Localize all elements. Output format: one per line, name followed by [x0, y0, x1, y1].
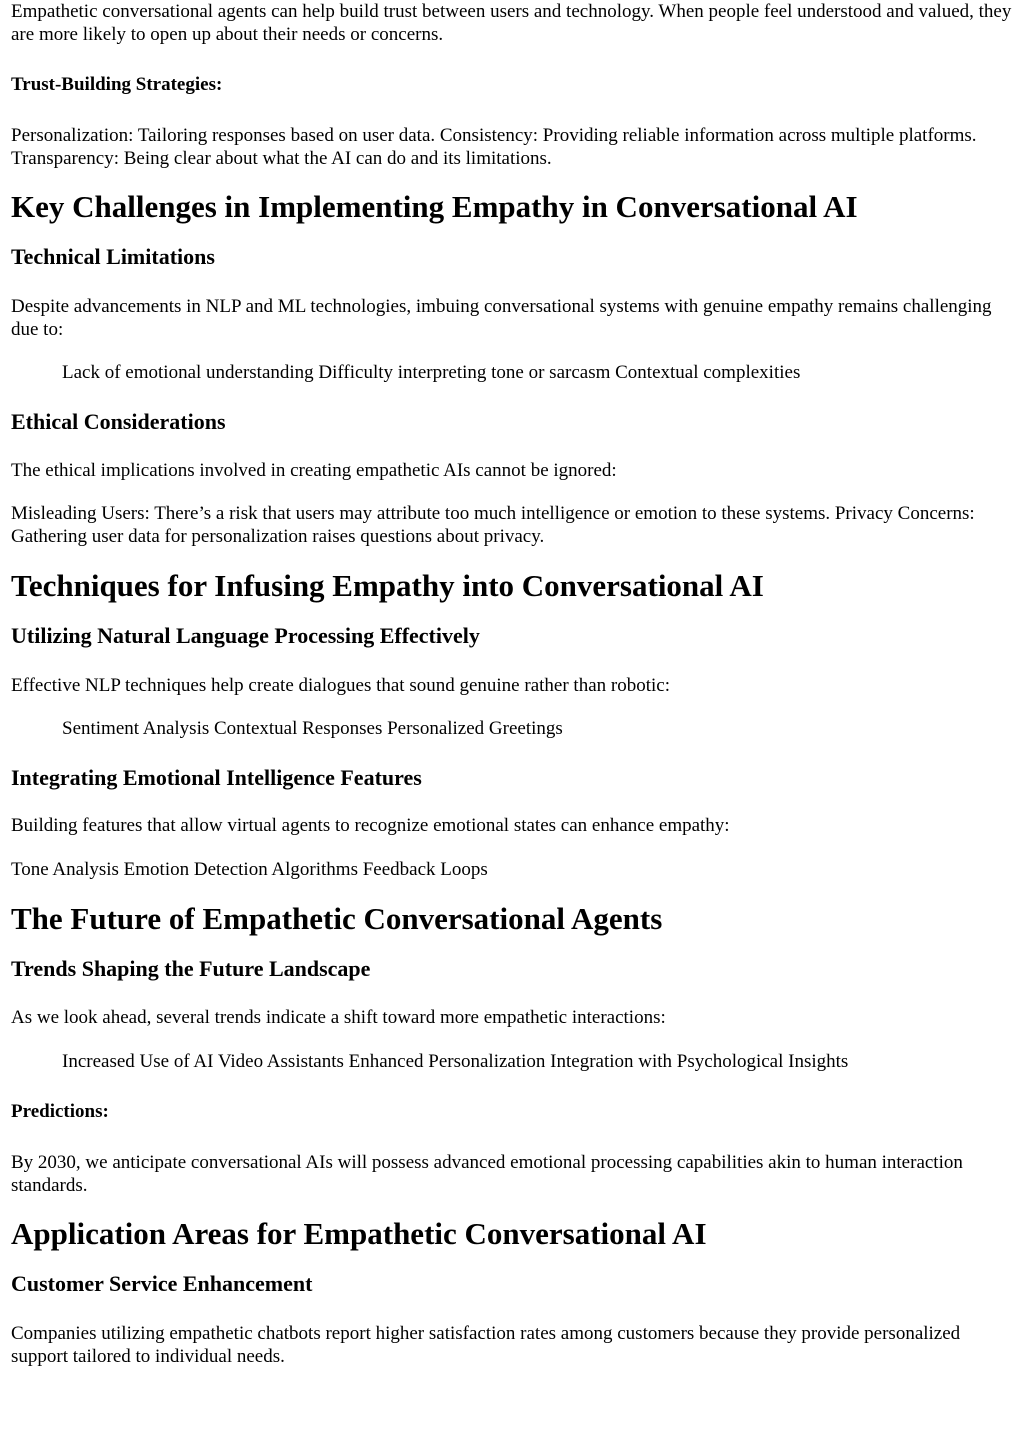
emotional-intelligence-list: Tone Analysis Emotion Detection Algorithms Feedback Loops — [11, 859, 488, 880]
subheading-trends: Trends Shaping the Future Landscape — [11, 956, 371, 981]
emotional-intelligence-text: Building features that allow virtual agents to recognize emotional states can enhance empathy: — [11, 815, 730, 836]
customer-service-text: Companies utilizing empathetic chatbots report higher satisfaction rates among customers because they provide personalized support tailored to individual needs. — [11, 1323, 961, 1367]
predictions-text: By 2030, we anticipate conversational AIs will possess advanced emotional processing capabilities akin to human interaction standards. — [11, 1152, 963, 1196]
subheading-technical-limitations: Technical Limitations — [11, 244, 215, 269]
intro-paragraph: Empathetic conversational agents can help build trust between users and technology. When people feel understood and valued, they are more likely to open up about their needs or concerns. — [11, 1, 1012, 45]
section-heading-applications: Application Areas for Empathetic Conversational AI — [11, 1216, 707, 1251]
ethical-considerations-detail: Misleading Users: There’s a risk that users may attribute too much intelligence or emotion to these systems. Privacy Concerns: Gathering user data for personalization raises questions about privacy. — [11, 503, 975, 547]
trends-text: As we look ahead, several trends indicate a shift toward more empathetic interactions: — [11, 1007, 666, 1028]
section-heading-techniques: Techniques for Infusing Empathy into Conversational AI — [11, 568, 764, 603]
subheading-ethical-considerations: Ethical Considerations — [11, 409, 226, 434]
section-heading-challenges: Key Challenges in Implementing Empathy in Conversational AI — [11, 189, 858, 224]
subheading-customer-service: Customer Service Enhancement — [11, 1271, 313, 1296]
trust-strategies-label: Trust-Building Strategies: — [11, 74, 223, 95]
technical-limitations-list: Lack of emotional understanding Difficulty interpreting tone or sarcasm Contextual complexities — [62, 362, 801, 383]
trends-list: Increased Use of AI Video Assistants Enhanced Personalization Integration with Psychological Insights — [62, 1051, 849, 1072]
predictions-label: Predictions: — [11, 1101, 109, 1122]
nlp-text: Effective NLP techniques help create dialogues that sound genuine rather than robotic: — [11, 675, 670, 696]
trust-strategies-text: Personalization: Tailoring responses based on user data. Consistency: Providing reliable information across multiple platforms. Transparency: Being clear about what the AI can do and its limitations. — [11, 125, 977, 169]
section-heading-future: The Future of Empathetic Conversational Agents — [11, 901, 663, 936]
technical-limitations-text: Despite advancements in NLP and ML technologies, imbuing conversational systems with genuine empathy remains challenging due to: — [11, 296, 992, 340]
nlp-list: Sentiment Analysis Contextual Responses Personalized Greetings — [62, 718, 563, 739]
subheading-emotional-intelligence: Integrating Emotional Intelligence Features — [11, 765, 422, 790]
ethical-considerations-text: The ethical implications involved in creating empathetic AIs cannot be ignored: — [11, 460, 617, 481]
subheading-nlp: Utilizing Natural Language Processing Effectively — [11, 623, 480, 648]
